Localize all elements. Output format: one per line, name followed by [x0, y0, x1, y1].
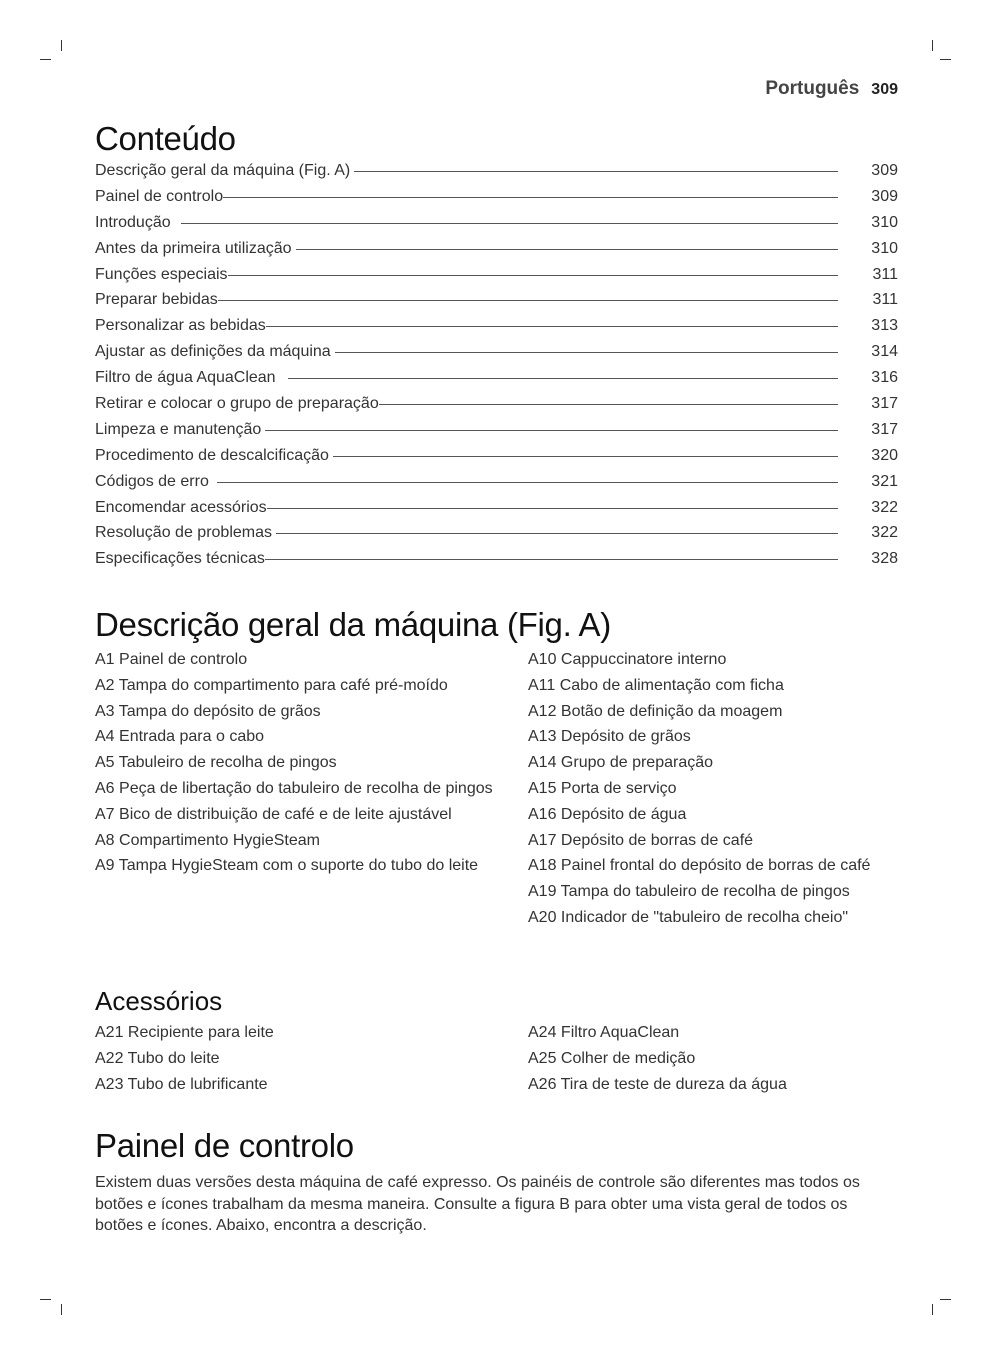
- list-item: A15 Porta de serviço: [528, 779, 677, 797]
- dot-leader: [333, 456, 838, 457]
- list-item: A5 Tabuleiro de recolha de pingos: [95, 754, 337, 772]
- toc-entry[interactable]: Ajustar as definições da máquina 314: [95, 343, 898, 361]
- page-header: [765, 78, 898, 100]
- overview-parts-list: [95, 649, 898, 933]
- list-item: A16 Depósito de água: [528, 805, 687, 823]
- dot-leader: [265, 430, 838, 431]
- list-item: A19 Tampa do tabuleiro de recolha de pingos: [528, 883, 850, 901]
- dot-leader: [267, 508, 838, 509]
- toc-entry[interactable]: Filtro de água AquaClean 316: [95, 369, 898, 387]
- crop-mark: [940, 59, 951, 60]
- crop-mark: [932, 1304, 933, 1315]
- toc-entry[interactable]: Descrição geral da máquina (Fig. A) 309: [95, 162, 898, 179]
- toc-entry[interactable]: Funções especiais 311: [95, 265, 898, 283]
- dot-leader: [379, 404, 838, 405]
- toc-entry[interactable]: Especificações técnicas 328: [95, 550, 898, 568]
- crop-mark: [940, 1299, 951, 1300]
- accessories-title: Acessórios: [95, 986, 223, 1016]
- list-item: A14 Grupo de preparação: [528, 754, 714, 772]
- page-number: 309: [871, 81, 898, 98]
- crop-mark: [932, 40, 933, 51]
- accessories-left-column: [95, 1022, 528, 1099]
- list-item: A8 Compartimento HygieSteam: [95, 831, 320, 849]
- language-label: Português: [765, 78, 860, 99]
- control-panel-title: Painel de controlo: [95, 1127, 354, 1164]
- list-item: A3 Tampa do depósito de grãos: [95, 702, 321, 720]
- list-item: A9 Tampa HygieSteam com o suporte do tubo do leite: [95, 857, 479, 875]
- dot-leader: [335, 352, 838, 353]
- toc-entry[interactable]: Personalizar as bebidas 313: [95, 317, 898, 335]
- list-item: A1 Painel de controlo: [95, 651, 248, 668]
- list-item: A11 Cabo de alimentação com ficha: [528, 676, 784, 694]
- dot-leader: [223, 197, 838, 198]
- toc-entry[interactable]: Limpeza e manutenção 317: [95, 420, 898, 438]
- list-item: A22 Tubo do leite: [95, 1049, 220, 1067]
- list-item: A12 Botão de definição da moagem: [528, 702, 783, 720]
- dot-leader: [288, 378, 838, 379]
- toc-entry[interactable]: Procedimento de descalcificação 320: [95, 446, 898, 464]
- toc-entry[interactable]: Retirar e colocar o grupo de preparação 317: [95, 395, 898, 413]
- list-item: A17 Depósito de borras de café: [528, 831, 754, 849]
- overview-title: Descrição geral da máquina (Fig. A): [95, 606, 611, 643]
- crop-mark: [40, 59, 51, 60]
- crop-mark: [61, 40, 62, 51]
- overview-left-column: [95, 649, 528, 933]
- dot-leader: [354, 171, 838, 172]
- list-item: A13 Depósito de grãos: [528, 728, 691, 746]
- dot-leader: [296, 249, 838, 250]
- list-item: A21 Recipiente para leite: [95, 1024, 274, 1041]
- table-of-contents: [95, 162, 898, 576]
- toc-entry[interactable]: Códigos de erro 321: [95, 472, 898, 490]
- list-item: A2 Tampa do compartimento para café pré-moído: [95, 676, 448, 694]
- toc-entry[interactable]: Resolução de problemas 322: [95, 524, 898, 542]
- list-item: A24 Filtro AquaClean: [528, 1024, 680, 1041]
- toc-entry[interactable]: Introdução 310: [95, 213, 898, 231]
- list-item: A25 Colher de medição: [528, 1049, 696, 1067]
- toc-title: Conteúdo: [95, 120, 236, 157]
- toc-entry[interactable]: Painel de controlo 309: [95, 187, 898, 205]
- list-item: A18 Painel frontal do depósito de borras de café: [528, 857, 871, 875]
- dot-leader: [181, 223, 838, 224]
- dot-leader: [218, 300, 838, 301]
- list-item: A4 Entrada para o cabo: [95, 728, 265, 746]
- crop-mark: [40, 1299, 51, 1300]
- toc-entry[interactable]: Encomendar acessórios 322: [95, 498, 898, 516]
- list-item: A20 Indicador de "tabuleiro de recolha cheio": [528, 908, 849, 926]
- list-item: A6 Peça de libertação do tabuleiro de recolha de pingos: [95, 779, 493, 797]
- list-item: A23 Tubo de lubrificante: [95, 1075, 268, 1093]
- dot-leader: [276, 533, 838, 534]
- dot-leader: [217, 482, 838, 483]
- list-item: A7 Bico de distribuição de café e de leite ajustável: [95, 805, 452, 823]
- dot-leader: [266, 326, 838, 327]
- toc-entry[interactable]: Antes da primeira utilização 310: [95, 239, 898, 257]
- list-item: A26 Tira de teste de dureza da água: [528, 1075, 787, 1093]
- overview-right-column: [528, 649, 898, 933]
- dot-leader: [228, 275, 838, 276]
- list-item: A10 Cappuccinatore interno: [528, 651, 727, 668]
- dot-leader: [265, 559, 838, 560]
- accessories-right-column: [528, 1022, 898, 1099]
- crop-mark: [61, 1304, 62, 1315]
- control-panel-paragraph: Existem duas versões desta máquina de café expresso. Os painéis de controle são diferentes mas todos os botões e ícones trabalham da mesma maneira. Consulte a figura B para obter uma vista geral de todos os botões e ícones. Abaixo, encontra a descrição.: [95, 1174, 860, 1234]
- toc-entry[interactable]: Preparar bebidas 311: [95, 291, 898, 309]
- accessories-list: [95, 1022, 898, 1099]
